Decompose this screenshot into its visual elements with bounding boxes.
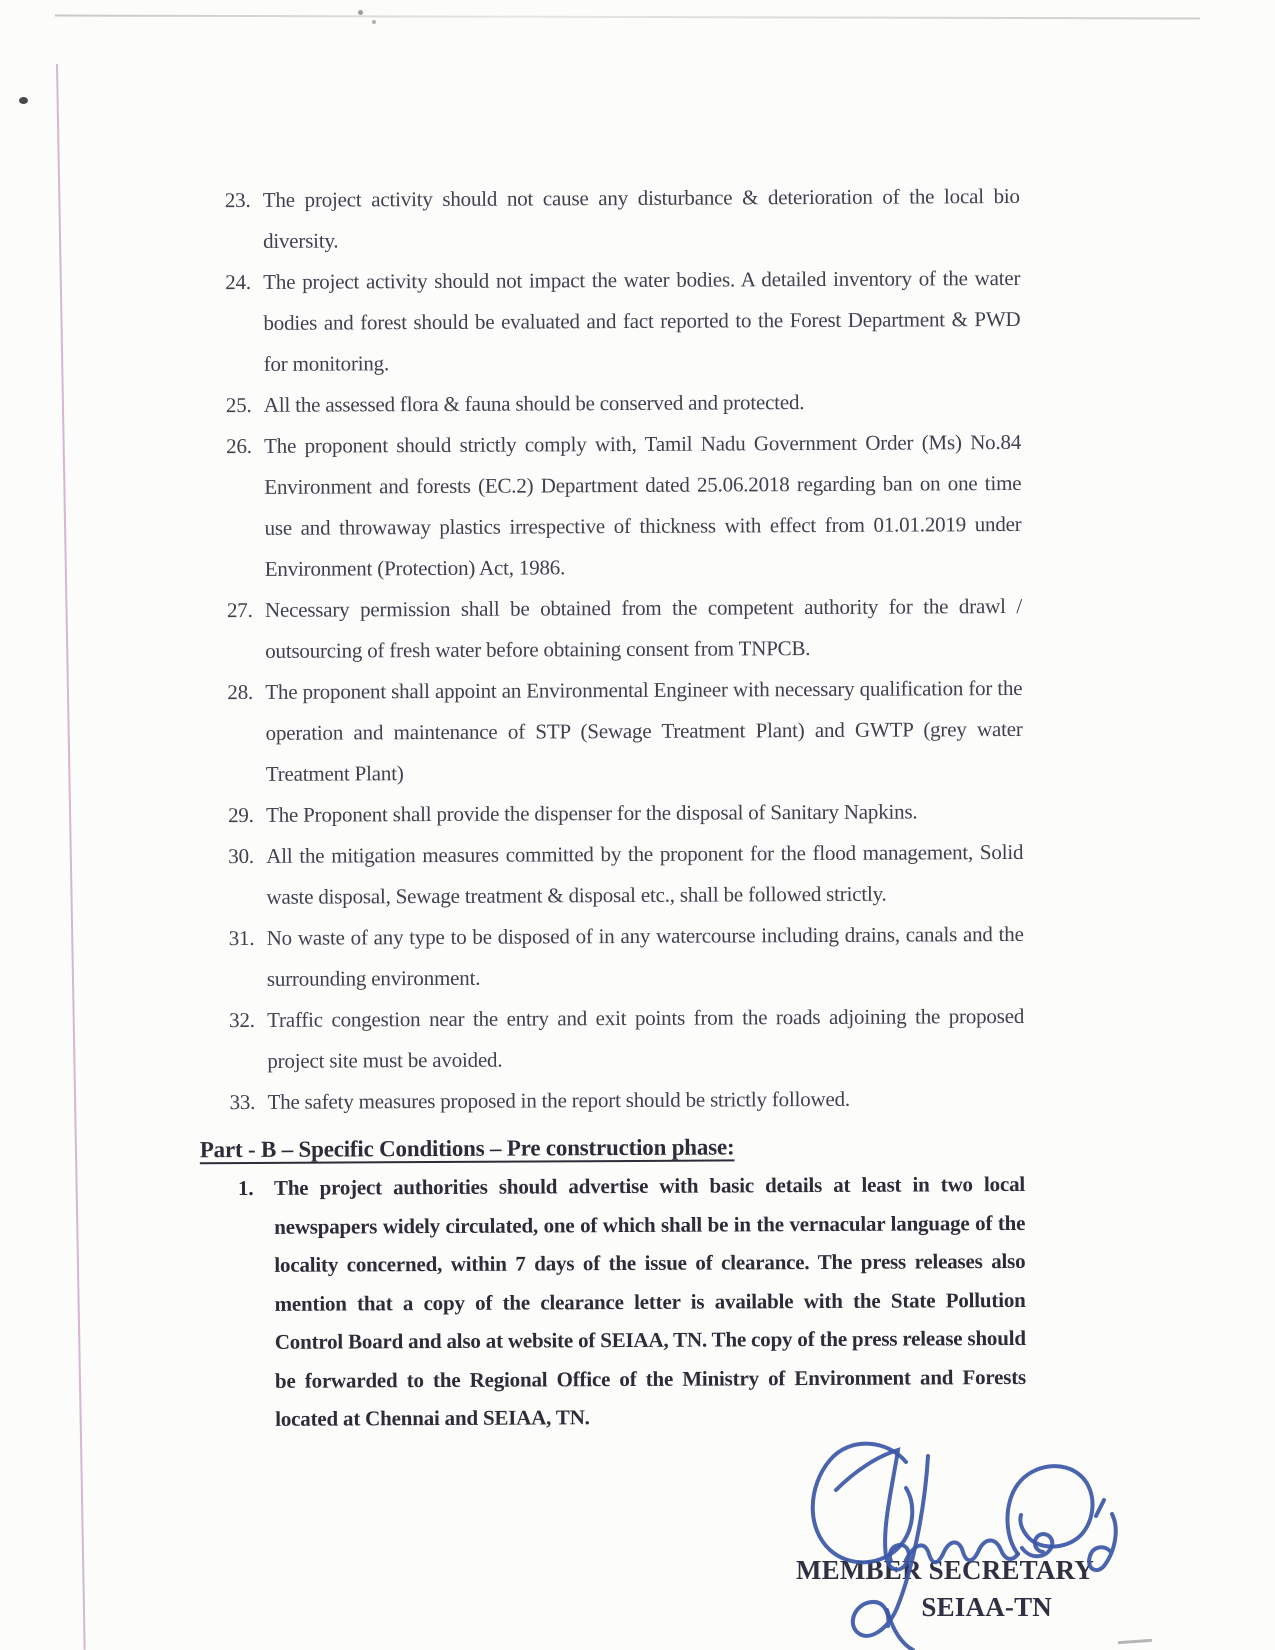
condition-text: All the mitigation measures committed by the proponent for the flood management, Solid waste disposal, Sewage treatment & disposal etc., shall be followed strictly.: [266, 839, 1024, 909]
condition-item-26: [226, 422, 1022, 590]
condition-text: The safety measures proposed in the report should be strictly followed.: [267, 1086, 850, 1114]
condition-item-25: [226, 381, 1021, 426]
condition-text: The Proponent shall provide the dispenser for the disposal of Sanitary Napkins.: [265, 799, 918, 827]
signatory-title: MEMBER SECRETARY: [795, 1555, 1095, 1585]
condition-item-28: [227, 668, 1023, 795]
condition-number: 24.: [225, 269, 251, 295]
condition-number: 33.: [229, 1089, 256, 1115]
condition-number: 27.: [226, 597, 253, 623]
scan-artifact-top-line: [55, 15, 1200, 20]
condition-item-23: [225, 176, 1020, 262]
condition-number: 28.: [227, 679, 254, 705]
condition-item-29: [228, 791, 1023, 836]
condition-text: The project activity should not impact the water bodies. A detailed inventory of the water bodies and forest should be evaluated and fact reported to the Forest Department & PWD for monitoring.: [263, 265, 1021, 376]
condition-text: The project authorities should advertise with basic details at least in two local newspapers widely circulated, one of which shall be in the vernacular language of the locality concerned, within 7 days of the issue of clearance. The press releases also mention that a copy of the clearance letter is available with the State Pollution Control Board and also at website of SEIAA, TN. The copy of the press release should be forwarded to the Regional Office of the Ministry of Environment and Forests located at Chennai and SEIAA, TN.: [273, 1171, 1027, 1431]
scan-artifact-speck: [372, 20, 376, 24]
condition-number: 30.: [228, 843, 254, 869]
condition-item-24: [225, 258, 1021, 385]
condition-number: 26.: [226, 433, 252, 459]
signature-icon: [778, 1398, 1140, 1650]
condition-number: 29.: [227, 802, 254, 828]
condition-text: The proponent shall appoint an Environmental Engineer with necessary qualification for the operation and maintenance of STP (Sewage Treatment Plant) and GWTP (grey water Treatment Plant): [265, 675, 1023, 786]
scan-artifact-ink-dot: [19, 97, 28, 104]
condition-text: The proponent should strictly comply with, Tamil Nadu Government Order (Ms) No.84 Environment and forests (EC.2) Department dated 25.06.2018 regarding ban on one time use and throwaway plastics irrespective of thickness with effect from 01.01.2019 under Environment (Protection) Act, 1986.: [264, 429, 1022, 581]
scan-artifact-speck: [358, 10, 363, 15]
condition-text: The project activity should not cause any disturbance & deterioration of the local bio diversity.: [262, 183, 1020, 253]
condition-item-33: [229, 1078, 1024, 1123]
condition-text: Traffic congestion near the entry and exit points from the roads adjoining the proposed project site must be avoided.: [267, 1003, 1025, 1073]
condition-item-32: [229, 996, 1024, 1082]
condition-text: No waste of any type to be disposed of in any watercourse including drains, canals and the surrounding environment.: [266, 921, 1024, 991]
condition-text: All the assessed flora & fauna should be conserved and protected.: [263, 390, 805, 417]
condition-item-31: [229, 914, 1024, 1000]
part-b-heading: Part - B – Specific Conditions – Pre construction phase:: [199, 1134, 735, 1163]
condition-number: 32.: [229, 1007, 255, 1033]
condition-item-30: [228, 832, 1023, 918]
condition-number: 31.: [228, 925, 255, 951]
condition-number: 25.: [225, 392, 252, 418]
scan-artifact-page-edge-line: [56, 64, 86, 1650]
condition-item-27: [227, 586, 1022, 672]
condition-text: Necessary permission shall be obtained from the competent authority for the drawl / outsourcing of fresh water before obtaining consent from TNPCB.: [264, 593, 1023, 663]
condition-number: 1.: [237, 1175, 254, 1201]
document-body: [199, 176, 1027, 1439]
signatory-organization: SEIAA-TN: [921, 1592, 1052, 1622]
condition-number: 23.: [224, 187, 251, 213]
